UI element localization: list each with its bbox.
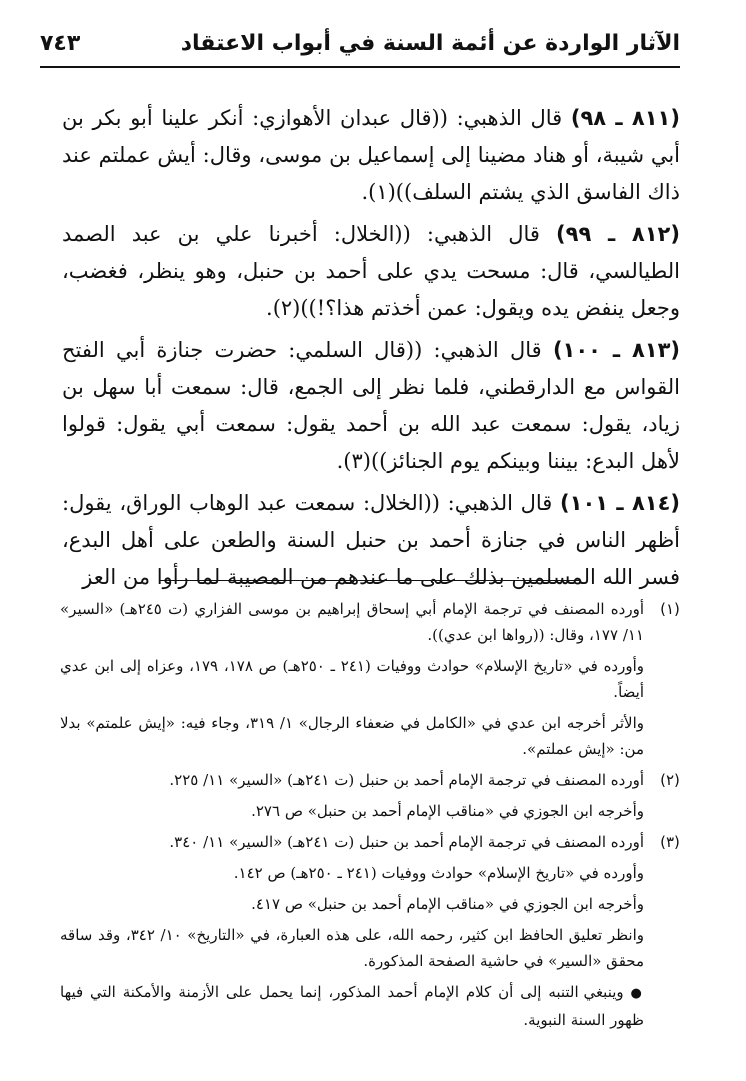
footnote-number: (٣): [660, 833, 680, 851]
entry-text: قال الذهبي: ((قال عبدان الأهوازي: أنكر علينا أبو بكر بن أبي شيبة، أو هناد مضينا إلى إسماعيل بن موسى، وقال: أيش عملتم عند ذاك الفاسق الذي يشتم السلف))(١).: [62, 106, 680, 204]
footnote-paragraph: أورده المصنف في ترجمة الإمام أحمد بن حنبل (ت ٢٤١هـ) «السير» ١١/ ٣٤٠.: [169, 833, 644, 851]
entry-text: قال الذهبي: ((الخلال: سمعت عبد الوهاب الوراق، يقول: أظهر الناس في جنازة أحمد بن حنبل السنة والطعن على أهل البدع، فسر الله المسلمين بذلك على ما عندهم من المصيبة لما رأوا من العز: [62, 491, 680, 589]
footnotes: [60, 596, 696, 1038]
entry-text: قال الذهبي: ((الخلال: أخبرنا علي بن عبد الصمد الطيالسي، قال: مسحت يدي على أحمد بن حنبل، وهو ينظر، فغضب، وجعل ينفض يده ويقول: عمن أخذتم هذا؟!))(٢).: [62, 222, 680, 320]
bullet-text: وينبغي التنبه إلى أن كلام الإمام أحمد المذكور، إنما يحمل على الأزمنة والأمكنة التي فيها ظهور السنة النبوية.: [60, 983, 644, 1029]
entry-number: (٨١١ ـ ٩٨): [570, 106, 680, 130]
entry-813: [62, 332, 680, 480]
footnote-paragraph: وانظر تعليق الحافظ ابن كثير، رحمه الله، على هذه العبارة، في «التاريخ» ١٠/ ٣٤٢، وقد ساقه محقق «السير» في حاشية الصفحة المذكورة.: [60, 926, 644, 970]
footnote-paragraph: والأثر أخرجه ابن عدي في «الكامل في ضعفاء الرجال» ١/ ٣١٩، وجاء فيه: «إيش علمتم» بدلا من: «إيش عملتم».: [60, 714, 645, 758]
page-number: ٧٤٣: [40, 31, 81, 56]
footnote-paragraph: وأورده في «تاريخ الإسلام» حوادث ووفيات (٢٤١ ـ ٢٥٠هـ) ص ١٧٨، ١٧٩، وعزاه إلى ابن عدي أيضاً.: [60, 657, 645, 701]
footnote-number: (٢): [660, 771, 680, 789]
footnote-body: [60, 767, 644, 829]
footnote-separator: [160, 580, 580, 581]
entry-812: [62, 216, 680, 327]
footnote-bullet-paragraph: [60, 979, 644, 1033]
footnote-body: [60, 596, 644, 767]
entry-number: (٨١٤ ـ ١٠١): [560, 491, 680, 515]
footnote-number: (١): [660, 600, 680, 618]
footnote-1: [60, 596, 696, 767]
bullet-icon: ●: [630, 986, 644, 1001]
footnote-2: [60, 767, 696, 829]
footnote-body: [60, 829, 644, 1038]
running-title: الآثار الواردة عن أئمة السنة في أبواب الاعتقاد: [180, 31, 680, 56]
footnote-paragraph: أورده المصنف في ترجمة الإمام أحمد بن حنبل (ت ٢٤١هـ) «السير» ١١/ ٢٢٥.: [169, 771, 644, 789]
footnote-paragraph: أورده المصنف في ترجمة الإمام أبي إسحاق إبراهيم بن موسى الفزاري (ت ٢٤٥هـ) «السير» ١١/ ١٧٧، وقال: ((رواها ابن عدي)).: [60, 600, 645, 644]
footnote-paragraph: وأورده في «تاريخ الإسلام» حوادث ووفيات (٢٤١ ـ ٢٥٠هـ) ص ١٤٢.: [233, 864, 644, 882]
footnote-paragraph: وأخرجه ابن الجوزي في «مناقب الإمام أحمد بن حنبل» ص ٤١٧.: [251, 895, 644, 913]
main-text: [62, 100, 680, 601]
entry-text: قال الذهبي: ((قال السلمي: حضرت جنازة أبي الفتح القواس مع الدارقطني، فلما نظر إلى الجمع، قال: سمعت أبا سهل بن زياد، يقول: سمعت عبد الله بن أحمد يقول: سمعت أبي يقول: قولوا لأهل البدع: بيننا وبينكم يوم الجنائز))(٣).: [62, 338, 680, 473]
entry-number: (٨١٢ ـ ٩٩): [556, 222, 680, 246]
footnote-3: [60, 829, 696, 1038]
entry-number: (٨١٣ ـ ١٠٠): [552, 338, 680, 362]
footnote-paragraph: وأخرجه ابن الجوزي في «مناقب الإمام أحمد بن حنبل» ص ٢٧٦.: [251, 802, 644, 820]
header-rule: [40, 66, 680, 68]
entry-811: [62, 100, 680, 211]
